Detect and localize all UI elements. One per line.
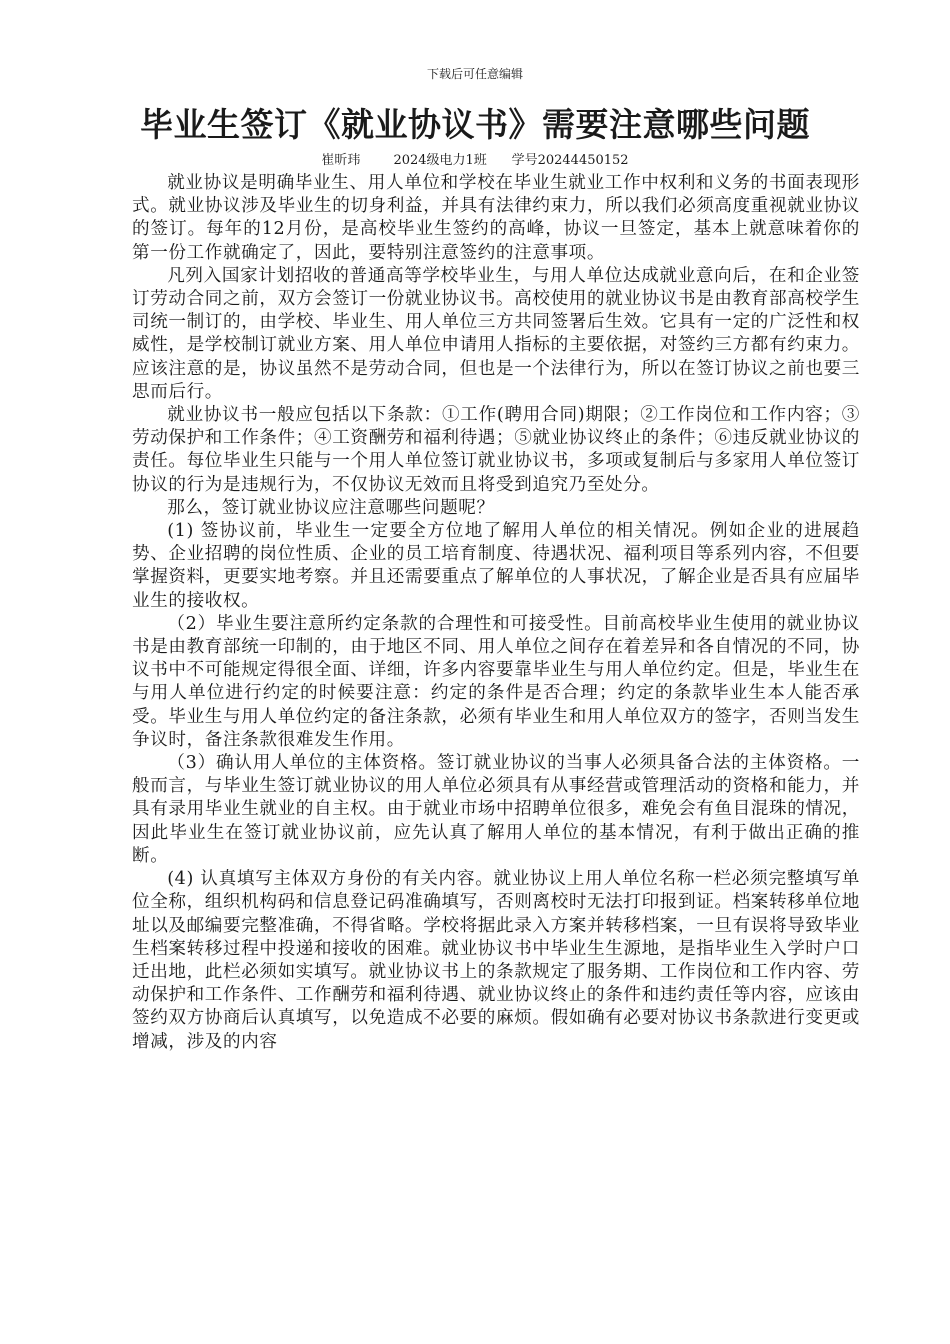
paragraph-point-1: (1) 签协议前，毕业生一定要全方位地了解用人单位的相关情况。例如企业的进展趋势、企业招聘的岗位性质、企业的员工培育制度、待遇状况、福利项目等系列内容，不但要掌握资料，更要实地考察。并且还需要重点了解单位的人事状况，了解企业是否具有应届毕业生的接收权。: [132, 521, 860, 611]
document-title: 毕业生签订《就业协议书》需要注意哪些问题: [140, 105, 810, 144]
document-body: [132, 172, 860, 1054]
paragraph-clauses: 就业协议书一般应包括以下条款：①工作(聘用合同)期限；②工作岗位和工作内容；③劳动保护和工作条件；④工资酬劳和福利待遇；⑤就业协议终止的条件；⑥违反就业协议的责任。每位毕业生只能与一个用人单位签订就业协议书，多项或复制后与多家用人单位签订协议的行为是违规行为，不仅协议无效而且将受到追究乃至处分。: [132, 405, 860, 495]
author-byline: 崔昕玮 2024级电力1班 学号20244450152: [321, 153, 629, 168]
paragraph-point-4: (4) 认真填写主体双方身份的有关内容。就业协议上用人单位名称一栏必须完整填写单位全称，组织机构码和信息登记码准确填写，否则离校时无法打印报到证。档案转移单位地址以及邮编要完整准确，不得省略。学校将据此录入方案并转移档案，一旦有误将导致毕业生档案转移过程中投递和接收的困难。就业协议书中毕业生生源地，是指毕业生入学时户口迁出地，此栏必须如实填写。就业协议书上的条款规定了服务期、工作岗位和工作内容、劳动保护和工作条件、工作酬劳和福利待遇、就业协议终止的条件和违约责任等内容，应该由签约双方协商后认真填写，以免造成不必要的麻烦。假如确有必要对协议书条款进行变更或增减，涉及的内容: [132, 869, 860, 1052]
paragraph-point-2: （2）毕业生要注意所约定条款的合理性和可接受性。目前高校毕业生使用的就业协议书是由教育部统一印制的，由于地区不同、用人单位之间存在着差异和各自情况的不同，协议书中不可能规定得很全面、详细，许多内容要靠毕业生与用人单位约定。但是，毕业生在与用人单位进行约定的时候要注意：约定的条件是否合理；约定的条款毕业生本人能否承受。毕业生与用人单位约定的备注条款，必须有毕业生和用人单位双方的签字，否则当发生争议时，备注条款很难发生作用。: [132, 613, 860, 750]
paragraph-question: 那么，签订就业协议应注意哪些问题呢？: [167, 497, 495, 518]
paragraph-intro: 就业协议是明确毕业生、用人单位和学校在毕业生就业工作中权利和义务的书面表现形式。就业协议涉及毕业生的切身利益，并具有法律约束力，所以我们必须高度重视就业协议的签订。每年的12月份，是高校毕业生签约的高峰，协议一旦签定，基本上就意味着你的第一份工作就确定了，因此，要特别注意签约的注意事项。: [132, 173, 860, 263]
paragraph-background: 凡列入国家计划招收的普通高等学校毕业生，与用人单位达成就业意向后，在和企业签订劳动合同之前，双方会签订一份就业协议书。高校使用的就业协议书是由教育部高校学生司统一制订的，由学校、毕业生、用人单位三方共同签署后生效。它具有一定的广泛性和权威性，是学校制订就业方案、用人单位申请用人指标的主要依据，对签约三方都有约束力。应该注意的是，协议虽然不是劳动合同，但也是一个法律行为，所以在签订协议之前也要三思而后行。: [132, 265, 860, 402]
paragraph-point-3: （3）确认用人单位的主体资格。签订就业协议的当事人必须具备合法的主体资格。一般而言，与毕业生签订就业协议的用人单位必须具有从事经营或管理活动的资格和能力，并具有录用毕业生就业的自主权。由于就业市场中招聘单位很多，难免会有鱼目混珠的情况，因此毕业生在签订就业协议前，应先认真了解用人单位的基本情况，有利于做出正确的推断。: [132, 753, 860, 866]
header-note: 下载后可任意编辑: [426, 67, 523, 81]
